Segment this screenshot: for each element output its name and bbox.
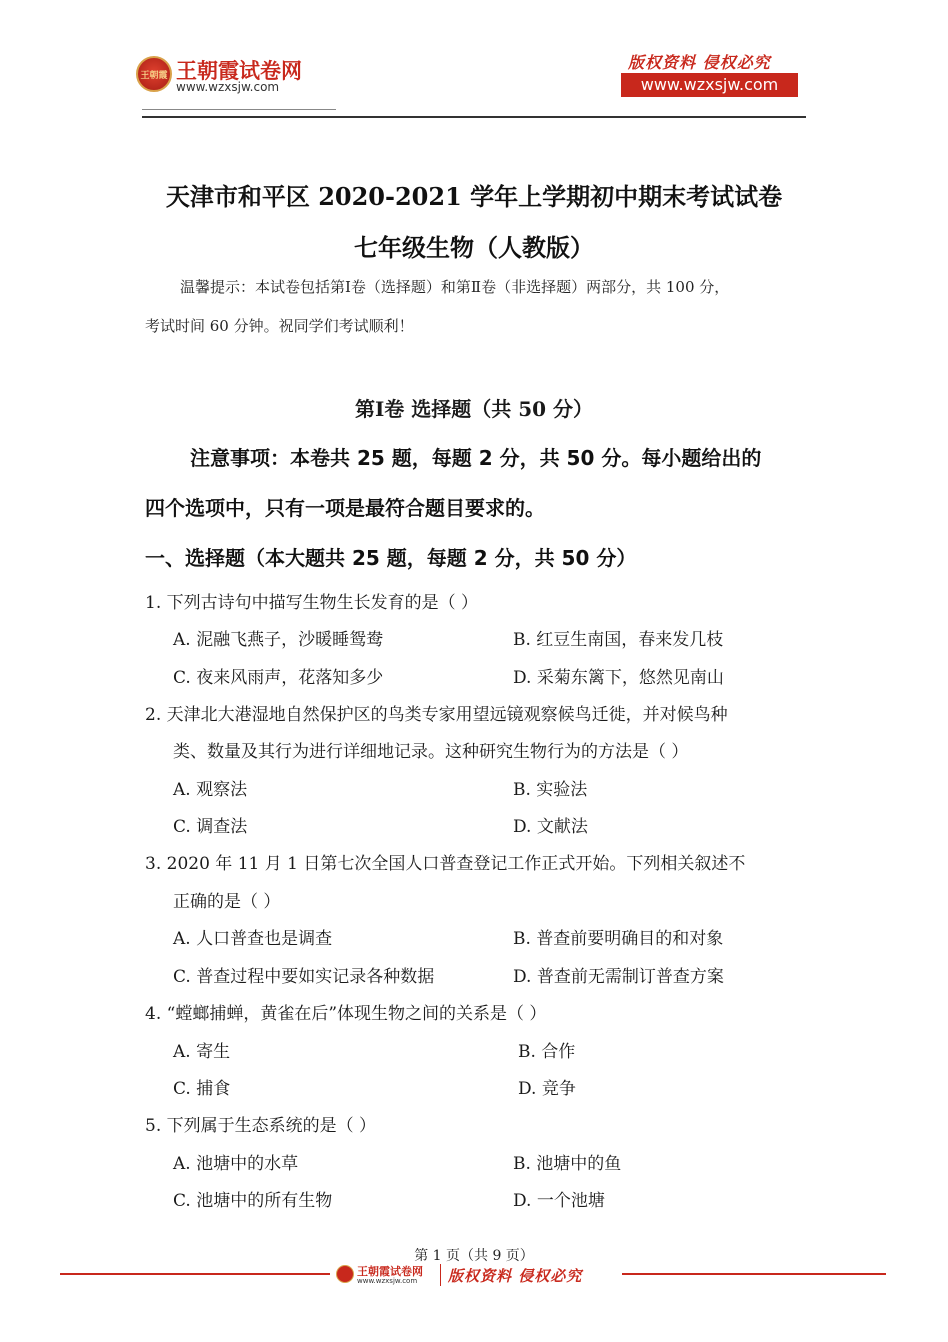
question-3-stem-continued: 正确的是（ ） <box>173 892 281 912</box>
question-5-option-c: C. 池塘中的所有生物 <box>173 1191 333 1211</box>
question-1-option-d: D. 采菊东篱下，悠然见南山 <box>513 668 724 688</box>
question-2-option-d: D. 文献法 <box>513 817 588 837</box>
section-title: 第Ⅰ卷 选择题（共 50 分） <box>354 397 594 421</box>
exam-title: 天津市和平区 2020-2021 学年上学期初中期末考试试卷 <box>165 182 783 211</box>
footer-logo-url: www.wzxsjw.com <box>357 1277 418 1285</box>
tip-line-2: 考试时间 60 分钟。祝同学们考试顺利！ <box>145 317 414 335</box>
header-divider <box>142 116 806 118</box>
footer-logo-name: 王朝霞试卷网 <box>357 1265 423 1278</box>
question-5-option-a: A. 池塘中的水草 <box>173 1154 299 1174</box>
question-1-stem: 1. 下列古诗句中描写生物生长发育的是（ ） <box>145 593 479 613</box>
exam-subtitle: 七年级生物（人教版） <box>354 233 594 262</box>
logo-underline <box>142 109 336 110</box>
notice-line-1: 注意事项：本卷共 25 题，每题 2 分，共 50 分。每小题给出的 <box>190 446 762 470</box>
question-3-option-c: C. 普查过程中要如实记录各种数据 <box>173 967 435 987</box>
logo-seal-text: 王朝霞 <box>140 71 168 81</box>
question-3-option-b: B. 普查前要明确目的和对象 <box>513 929 724 949</box>
question-4-option-a: A. 寄生 <box>173 1042 231 1062</box>
question-2-stem-continued: 类、数量及其行为进行详细地记录。这种研究生物行为的方法是（ ） <box>173 742 689 762</box>
question-2-option-c: C. 调查法 <box>173 817 248 837</box>
question-2-option-a: A. 观察法 <box>173 780 248 800</box>
logo-name: 王朝霞试卷网 <box>176 59 302 83</box>
notice-line-2: 四个选项中，只有一项是最符合题目要求的。 <box>145 496 545 520</box>
question-4-option-b: B. 合作 <box>518 1042 576 1062</box>
question-4-stem: 4. “螳螂捕蝉，黄雀在后”体现生物之间的关系是（ ） <box>145 1004 547 1024</box>
footer-logo-seal-icon <box>336 1265 354 1283</box>
question-3-option-a: A. 人口普查也是调查 <box>173 929 333 949</box>
logo-url: www.wzxsjw.com <box>176 80 280 94</box>
question-3-option-d: D. 普查前无需制订普查方案 <box>513 967 724 987</box>
question-2-option-b: B. 实验法 <box>513 780 588 800</box>
question-1-option-a: A. 泥融飞燕子，沙暖睡鸳鸯 <box>173 630 384 650</box>
footer-line-left <box>60 1273 330 1275</box>
page-number: 第 1 页（共 9 页） <box>414 1248 534 1264</box>
question-5-option-d: D. 一个池塘 <box>513 1191 605 1211</box>
footer-line-right <box>622 1273 886 1275</box>
question-1-option-b: B. 红豆生南国，春来发几枝 <box>513 630 724 650</box>
footer-separator <box>440 1264 441 1286</box>
question-4-option-d: D. 竞争 <box>518 1079 576 1099</box>
question-5-stem: 5. 下列属于生态系统的是（ ） <box>145 1116 377 1136</box>
copyright-url-badge: www.wzxsjw.com <box>621 73 798 97</box>
question-2-stem: 2. 天津北大港湿地自然保护区的鸟类专家用望远镜观察候鸟迁徙，并对候鸟种 <box>145 705 728 725</box>
copyright-notice: 版权资料 侵权必究 <box>628 53 771 72</box>
logo-seal-icon <box>136 56 172 92</box>
question-5-option-b: B. 池塘中的鱼 <box>513 1154 622 1174</box>
tip-line-1: 温馨提示：本试卷包括第Ⅰ卷（选择题）和第Ⅱ卷（非选择题）两部分，共 100 分， <box>180 278 730 296</box>
question-4-option-c: C. 捕食 <box>173 1079 231 1099</box>
footer-copyright: 版权资料 侵权必究 <box>448 1267 583 1285</box>
question-1-option-c: C. 夜来风雨声，花落知多少 <box>173 668 384 688</box>
part-title: 一、选择题（本大题共 25 题，每题 2 分，共 50 分） <box>145 546 637 570</box>
question-3-stem: 3. 2020 年 11 月 1 日第七次全国人口普查登记工作正式开始。下列相关叙述不 <box>145 854 746 874</box>
